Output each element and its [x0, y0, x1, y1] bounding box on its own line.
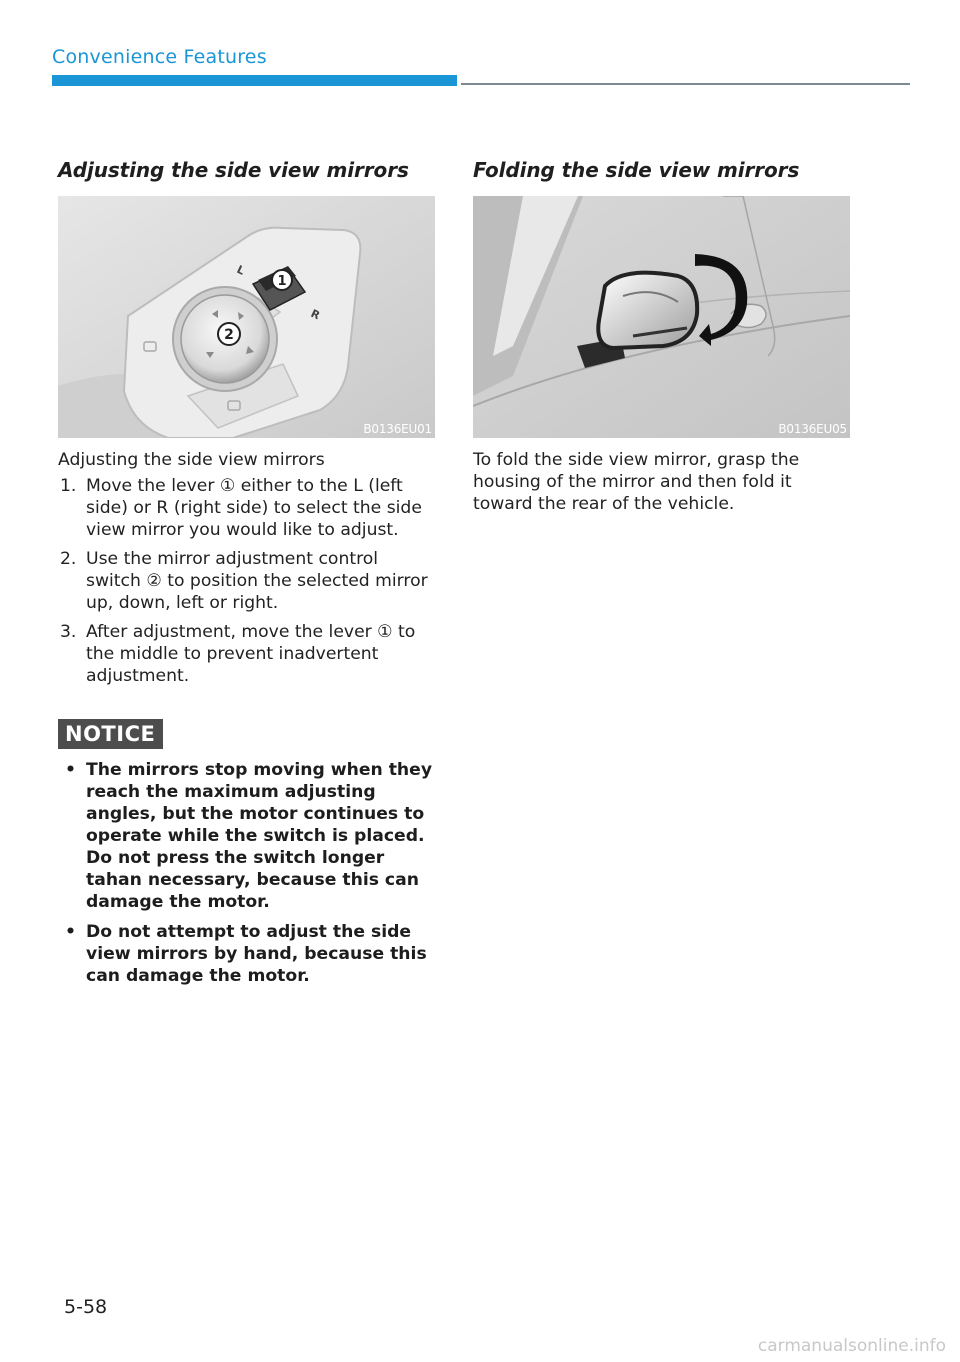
list-item: • The mirrors stop moving when they reach the maximum adjusting angles, but the motor continues to operate while the switch is placed. Do not press the switch longer tahan necessary, because this can damage the motor. [58, 759, 436, 913]
list-item [58, 548, 436, 614]
left-column [58, 158, 436, 995]
list-item [58, 621, 436, 687]
step-number: 2. [60, 549, 77, 569]
step-text: After adjustment, move the lever ① to the middle to prevent inadvertent adjustment. [86, 622, 416, 686]
header-rule-accent [52, 75, 457, 86]
step-number: 3. [60, 622, 77, 642]
figure-code: B0136EU01 [363, 422, 432, 436]
header-rule [461, 83, 910, 85]
steps-list [58, 475, 436, 687]
list-item [58, 475, 436, 541]
figure-caption: Adjusting the side view mirrors [58, 450, 325, 470]
section-title: Convenience Features [52, 46, 267, 68]
step-text: Move the lever ① either to the L (left side) or R (right side) to select the side view mirror you would like to adjust. [86, 476, 422, 540]
lever-marker-1: 1 [277, 274, 287, 289]
watermark: carmanualsonline.info [757, 1336, 946, 1356]
notice-badge: NOTICE [58, 719, 163, 749]
mirror-fold-illustration [473, 196, 850, 438]
step-number: 1. [60, 476, 77, 496]
mirror-switch-figure [58, 196, 435, 438]
heading-folding-mirrors: Folding the side view mirrors [473, 158, 800, 182]
figure-code: B0136EU05 [778, 422, 847, 436]
right-column [473, 158, 851, 515]
mirror-switch-illustration [58, 196, 435, 438]
heading-adjusting-mirrors: Adjusting the side view mirrors [58, 158, 409, 182]
list-item: • Do not attempt to adjust the side view mirrors by hand, because this can damage the motor. [58, 921, 436, 987]
left-letter: L [234, 262, 247, 278]
folding-instructions: To fold the side view mirror, grasp the housing of the mirror and then fold it toward the rear of the vehicle. [473, 450, 800, 514]
notice-list [58, 759, 436, 987]
page-number: 5-58 [64, 1296, 108, 1318]
right-letter: R [308, 306, 322, 323]
switch-marker-2: 2 [224, 327, 234, 343]
mirror-fold-figure [473, 196, 850, 438]
step-text: Use the mirror adjustment control switch ② to position the selected mirror up, down, left or right. [86, 549, 428, 613]
